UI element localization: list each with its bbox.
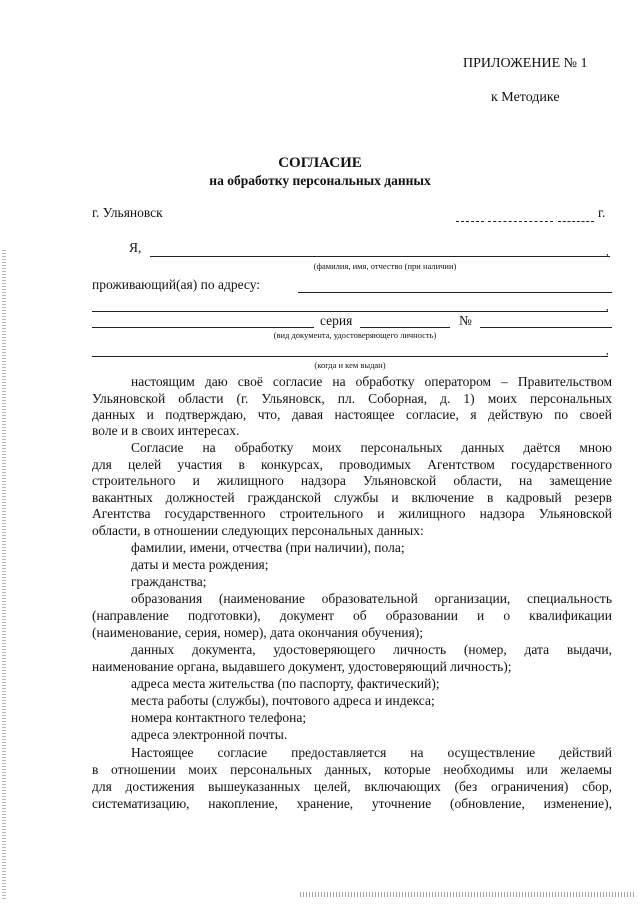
date-day-blank[interactable] (456, 221, 484, 222)
paragraph-consent-line: данных и подтверждаю, что, давая настоящее согласие, я действую по своей (92, 407, 612, 422)
city-label: г. Ульяновск (92, 205, 163, 220)
address-field-2[interactable] (92, 311, 608, 312)
paragraph-purpose-line: области, в отношении следующих персональных данных: (92, 523, 424, 538)
list-item: адреса места жительства (по паспорту, фактический); (131, 676, 440, 691)
address-field-1[interactable] (298, 292, 612, 293)
paragraph-consent-line: Ульяновской области (г. Ульяновск, пл. Соборная, д. 1) моих персональных (92, 391, 612, 406)
paragraph-purpose-line: Агентства государственного строительного и жилищного надзора Ульяновской (92, 506, 612, 521)
paragraph-actions-line: для достижения вышеуказанных целей, включающих (без ограничения) сбор, (92, 779, 612, 794)
fio-field[interactable] (150, 256, 610, 257)
date-month-blank[interactable] (488, 221, 553, 222)
address-label: проживающий(ая) по адресу: (92, 277, 261, 292)
scan-edge-left (2, 250, 6, 900)
issued-by-field[interactable] (92, 356, 608, 357)
list-item: места работы (службы), почтового адреса и индекса; (131, 693, 435, 708)
document-title: СОГЛАСИЕ (278, 155, 362, 171)
paragraph-actions-line: систематизацию, накопление, хранение, уточнение (обновление, изменение), (92, 796, 612, 811)
list-item: адреса электронной почты. (131, 727, 288, 742)
list-item: даты и места рождения; (131, 557, 269, 572)
issued-caption: (когда и кем выдан) (314, 360, 386, 370)
date-year-blank[interactable] (558, 221, 594, 222)
document-subtitle: на обработку персональных данных (209, 173, 431, 188)
fio-caption: (фамилия, имя, отчество (при наличии) (313, 261, 457, 271)
list-item: номера контактного телефона; (131, 710, 307, 725)
paragraph-purpose-line: Согласие на обработку моих персональных данных даётся мною (131, 440, 612, 455)
issued-comma: , (606, 345, 609, 357)
appendix-label: ПРИЛОЖЕНИЕ № 1 (463, 56, 588, 71)
series-label: серия (320, 313, 353, 328)
paragraph-consent-line: настоящим даю своё согласие на обработку оператором – Правительством (131, 374, 612, 389)
list-item: фамилии, имени, отчества (при наличии), пола; (131, 540, 405, 555)
paragraph-purpose-line: вакантных должностей гражданской службы и включение в кадровый резерв (92, 490, 612, 505)
paragraph-consent-line: воле и в своих интересах. (92, 423, 240, 438)
year-suffix: г. (598, 205, 606, 220)
paragraph-purpose-line: для целей участия в конкурсах, проводимых Агентством государственного (92, 457, 612, 472)
address-comma: , (606, 301, 609, 313)
paragraph-purpose-line: строительного и жилищного надзора Ульяновской области, на замещение (92, 473, 612, 488)
list-item-document: наименование органа, выдавшего документ, удостоверяющий личность); (92, 659, 512, 674)
document-type-field[interactable] (92, 327, 314, 328)
list-item: гражданства; (131, 574, 207, 589)
series-field[interactable] (360, 327, 450, 328)
i-label: Я, (129, 240, 142, 255)
list-item-education: (наименование, серия, номер), дата окончания обучения); (92, 625, 424, 640)
list-item-education: (направление подготовки), документ об образовании и о квалификации (92, 608, 612, 623)
number-label: № (459, 313, 472, 328)
paragraph-actions-line: Настоящее согласие предоставляется на осуществление действий (131, 745, 612, 760)
paragraph-actions-line: в отношении моих персональных данных, которые необходимы или желаемы (92, 762, 612, 777)
list-item-document: данных документа, удостоверяющего личность (номер, дата выдачи, (131, 642, 612, 657)
scan-edge-bottom (300, 892, 635, 897)
method-reference: к Методике (491, 90, 560, 105)
fio-comma: , (606, 246, 609, 258)
list-item-education: образования (наименование образовательной организации, специальность (131, 591, 612, 606)
number-field[interactable] (480, 327, 612, 328)
document-caption: (вид документа, удостоверяющего личность) (273, 330, 437, 340)
